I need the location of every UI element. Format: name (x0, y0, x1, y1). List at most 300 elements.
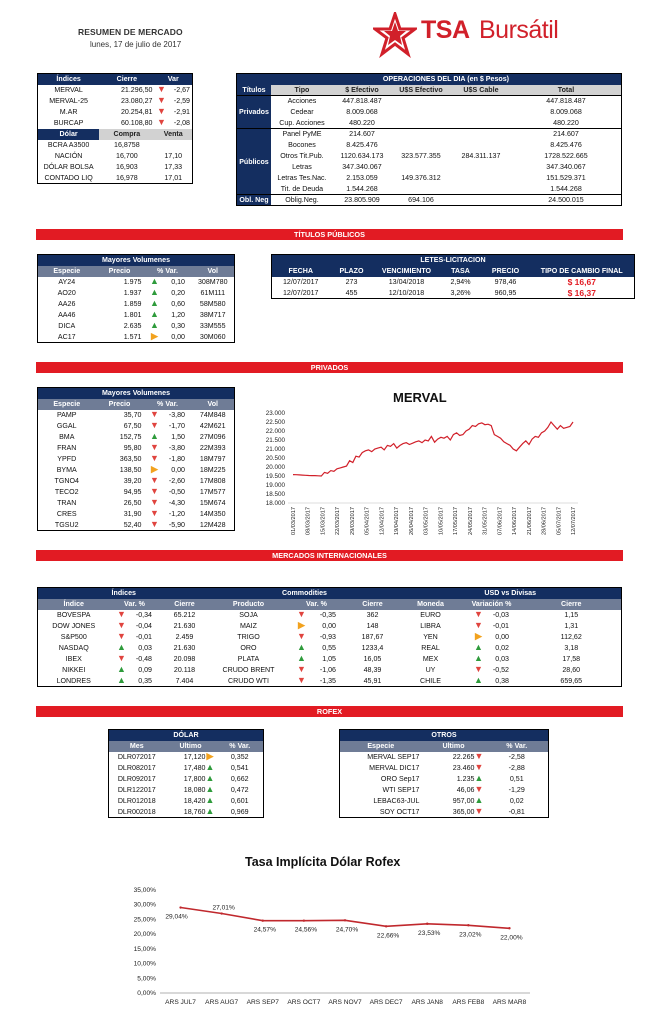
ops-efectivo: 347.340.067 (342, 163, 382, 171)
rd-ultimo-value: 17,800 (183, 775, 206, 783)
intl-product-var-value: 0,55 (322, 644, 336, 652)
merval-ytick-label: 21.000 (265, 446, 285, 453)
ops-publicos (237, 129, 622, 195)
intl-index-close: 2.459 (175, 633, 194, 641)
merval-xtick-label: 31/05/2017 (482, 507, 489, 535)
ops-group-label: Privados (237, 96, 271, 129)
arrow-down-icon: ▼ (474, 805, 484, 816)
ops-total: 480.220 (553, 118, 579, 127)
ro-var: -0,81 (508, 807, 525, 816)
prv-vol: 42M621 (199, 422, 226, 430)
intl-sec-indices: Índices (38, 588, 210, 599)
ops-tipo: Panel PyME (282, 130, 322, 139)
prv-precio: 67,50 (123, 422, 142, 430)
prv-precio: 138,50 (119, 466, 142, 474)
arrow-down-icon: ▼ (297, 609, 306, 619)
rofex-xtick-label: ARS AUG7 (205, 999, 239, 1006)
indices-table (37, 73, 193, 184)
arrow-down-icon: ▼ (150, 497, 159, 507)
intl-product-close: 16,05 (363, 655, 382, 663)
public-volume-row (38, 277, 235, 288)
merval-xtick-label: 01/03/2017 (291, 507, 297, 535)
intl-currency-close: 112,62 (560, 633, 582, 641)
prv-var-value: -1,20 (168, 510, 185, 518)
ops-title: OPERACIONES DEL DIA (en $ Pesos) (271, 74, 622, 85)
intl-index: DOW JONES (52, 622, 96, 630)
intl-index-var-value: 0,03 (138, 644, 152, 652)
ops-total: 347.340.067 (546, 163, 586, 171)
arrow-up-icon: ▲ (474, 642, 483, 652)
prv-precio: 26,50 (123, 499, 142, 507)
letes-plazo: 273 (345, 278, 358, 286)
index-var-value: -2,91 (173, 108, 190, 116)
ops-row (237, 184, 622, 195)
rofex-data-label: 29,04% (165, 913, 188, 921)
rofex-dolar-header (109, 741, 264, 752)
intl-col-ivar: Var. % (110, 599, 160, 610)
arrow-down-icon: ▼ (150, 508, 159, 518)
ops-cable (451, 162, 511, 173)
intl-currency: CHILE (420, 676, 441, 685)
arrow-up-icon: ▲ (150, 431, 159, 441)
rd-ultimo-value: 17,480 (183, 764, 206, 772)
merval-xtick-label: 05/04/2017 (364, 507, 371, 535)
prv-var (144, 509, 192, 520)
prv-var (144, 487, 192, 498)
arrow-right-icon: ▶ (475, 631, 482, 641)
intl-currency-var-value: 0,03 (495, 655, 509, 663)
prv-var (144, 432, 192, 443)
prv-especie: BYMA (56, 466, 77, 474)
indices-header-row (38, 74, 193, 85)
letes-venc: 12/10/2018 (388, 288, 425, 297)
ro-ultimo (422, 785, 486, 796)
band-privados: PRIVADOS (36, 362, 623, 373)
indices-row (38, 85, 193, 96)
ops-total: 1.544.268 (550, 184, 582, 193)
prv-precio: 39,20 (123, 477, 142, 485)
ops-efectivo: 23.805.909 (344, 196, 380, 204)
ops-row (237, 162, 622, 173)
report-title: RESUMEN DE MERCADO (78, 27, 183, 37)
pv-especie: DICA (58, 322, 76, 330)
dolar-name: DÓLAR BOLSA (43, 163, 94, 171)
intl-currency-close: 28,60 (562, 666, 581, 674)
index-close: 21.296,50 (120, 86, 153, 94)
intl-index-close: 65.212 (173, 611, 196, 619)
intl-currency: EURO (420, 611, 441, 619)
prv-vol: 14M350 (199, 510, 226, 518)
pv-vol: 38M717 (199, 311, 226, 319)
ro-col-especie: Especie (340, 741, 422, 752)
rofex-point (508, 927, 510, 929)
pv-vol: 30M060 (199, 332, 226, 341)
private-volume-row (38, 432, 235, 443)
ops-cable (451, 118, 511, 129)
rofex-point (220, 912, 222, 914)
index-var (155, 85, 193, 96)
ops-tipo: Letras (292, 163, 312, 171)
arrow-down-icon: ▼ (474, 762, 484, 772)
arrow-up-icon: ▲ (150, 320, 159, 330)
pv-var-value: 0,30 (171, 322, 185, 330)
rofex-point (179, 906, 181, 908)
rd-ultimo (165, 807, 217, 818)
prv-precio: 35,70 (123, 411, 142, 419)
intl-index-var (110, 643, 160, 654)
prv-precio: 363,50 (119, 455, 142, 463)
arrow-down-icon: ▼ (150, 453, 159, 463)
pv-vol: 58M580 (199, 300, 226, 308)
ops-tipo: Bocones (288, 141, 316, 149)
intl-currency-var-value: -0,01 (492, 622, 509, 630)
arrow-down-icon: ▼ (157, 106, 166, 116)
arrow-right-icon: ▶ (298, 620, 305, 630)
arrow-up-icon: ▲ (205, 795, 215, 805)
ops-usd: 323.577.355 (401, 152, 441, 160)
prv-var (144, 421, 192, 432)
ops-tipo: Cup. Acciones (279, 118, 325, 127)
intl-col-mvar: Variación % (462, 599, 522, 610)
intl-sec-commodities: Commodities (210, 588, 400, 599)
dolar-row (38, 151, 193, 162)
rofex-dolar-row (109, 796, 264, 807)
rofex-dolar-table (108, 729, 264, 818)
ops-tipo: Letras Tes.Nac. (277, 174, 327, 182)
intl-row (38, 643, 622, 654)
arrow-down-icon: ▼ (297, 664, 306, 674)
letes-body (272, 277, 635, 299)
arrow-right-icon: ▶ (151, 464, 158, 474)
dolar-name: CONTADO LIQ (44, 173, 93, 182)
public-volume-row (38, 321, 235, 332)
letes-col-fecha: FECHA (288, 267, 313, 275)
rd-ultimo (165, 752, 217, 763)
prv-var (144, 465, 192, 476)
ops-total: 1728.522.665 (544, 152, 588, 160)
arrow-up-icon: ▲ (205, 762, 215, 772)
letes-header (272, 266, 635, 277)
private-volumes-table (37, 387, 235, 531)
ops-total: 447.818.487 (546, 97, 586, 106)
ops-tipo: Tit. de Deuda (280, 184, 324, 193)
merval-xtick-label: 24/05/2017 (467, 507, 474, 535)
ops-row (237, 173, 622, 184)
rofex-otros-table (339, 729, 549, 818)
ro-ultimo (422, 752, 486, 763)
intl-index-var-value: 0,35 (138, 676, 152, 685)
arrow-down-icon: ▼ (474, 609, 483, 619)
pv-col-vol: Vol (192, 266, 235, 277)
intl-index-var (110, 632, 160, 643)
arrow-up-icon: ▲ (474, 653, 483, 663)
rd-mes: DLR122017 (117, 786, 156, 794)
ops-usd (391, 96, 451, 107)
ops-cable (451, 195, 511, 206)
pv-vol: 33M555 (199, 322, 226, 330)
rofex-dolar-row (109, 785, 264, 796)
rd-var: 0,541 (230, 764, 249, 772)
prv-vol: 18M797 (199, 455, 226, 463)
dolar-col-buy: Compra (99, 129, 154, 140)
ro-especie: WTI SEP17 (382, 786, 420, 794)
merval-xtick-label: 03/05/2017 (423, 507, 430, 535)
ops-usd (391, 129, 451, 140)
letes-title: LETES-LICITACION (272, 255, 635, 266)
ops-col-cable: U$S Cable (451, 85, 511, 96)
index-var (155, 118, 193, 129)
ops-col-usd: U$S Efectivo (391, 85, 451, 96)
intl-index-var (110, 610, 160, 621)
rd-var: 0,662 (230, 775, 249, 783)
pv-var (144, 277, 192, 288)
rd-col-var: % Var. (217, 741, 264, 752)
merval-xtick-label: 15/03/2017 (320, 507, 327, 535)
prv-especie: YPFD (57, 455, 77, 463)
band-titulos-publicos: TÍTULOS PÚBLICOS (36, 229, 623, 240)
merval-xtick-label: 26/04/2017 (408, 507, 415, 535)
intl-currency-close: 3,18 (564, 644, 579, 652)
arrow-down-icon: ▼ (117, 609, 126, 619)
ro-col-ultimo: Ultimo (422, 741, 486, 752)
intl-currency: LIBRA (420, 622, 441, 630)
prv-precio: 95,80 (123, 444, 142, 452)
rd-ultimo-value: 17,120 (183, 753, 206, 761)
merval-xtick-label: 19/04/2017 (394, 507, 401, 535)
rofex-xtick-label: ARS JAN8 (411, 999, 443, 1006)
ops-efectivo: 1.544.268 (346, 184, 378, 193)
index-name: MERVAL (54, 86, 83, 94)
pv-var (144, 332, 192, 343)
letes-tasa: 2,94% (450, 278, 471, 286)
dolar-name: NACIÓN (54, 152, 83, 160)
rofex-ytick-label: 0,00% (137, 990, 156, 997)
indices-row (38, 96, 193, 107)
ops-cable (451, 129, 511, 140)
pv-precio: 2.635 (123, 322, 142, 330)
ops-efectivo: 2.153.059 (346, 174, 378, 182)
rofex-xtick-label: ARS MAR8 (492, 999, 527, 1006)
intl-currency-var-value: 0,38 (495, 676, 509, 685)
merval-xtick-label: 08/03/2017 (305, 507, 312, 535)
rofex-xtick-label: ARS FEB8 (452, 999, 485, 1006)
arrow-up-icon: ▲ (150, 309, 159, 319)
rofex-otros-row (340, 752, 549, 763)
ops-tipo: Oblig.Neg. (285, 196, 319, 204)
public-volumes-body (38, 277, 235, 343)
merval-ytick-label: 20.500 (265, 455, 285, 462)
intl-product: CRUDO BRENT (222, 666, 275, 674)
arrow-down-icon: ▼ (297, 674, 306, 685)
rofex-xtick-label: ARS NOV7 (328, 999, 362, 1006)
intl-currency-var (462, 643, 522, 654)
private-volume-row (38, 487, 235, 498)
prv-var (144, 520, 192, 531)
prv-precio: 94,95 (123, 488, 142, 496)
intl-product-close: 48,39 (363, 666, 382, 674)
letes-row (272, 277, 635, 288)
ro-especie: LEBAC63-JUL (373, 797, 420, 805)
intl-product: TRIGO (237, 633, 260, 641)
merval-ytick-label: 19.500 (265, 473, 285, 480)
index-var-value: -2,67 (173, 86, 190, 94)
merval-xtick-label: 17/05/2017 (453, 507, 460, 535)
merval-xtick-label: 29/03/2017 (349, 507, 356, 535)
rd-var: 0,969 (230, 807, 249, 816)
ops-efectivo: 8.425.476 (346, 141, 378, 149)
intl-index-var-value: -0,01 (135, 633, 152, 641)
rofex-data-label: 23,53% (418, 929, 441, 937)
intl-index-var (110, 621, 160, 632)
rd-ultimo-value: 18,760 (183, 807, 206, 816)
intl-row (38, 632, 622, 643)
intl-index-var (110, 665, 160, 676)
prv-vol: 15M674 (199, 499, 226, 507)
prv-var-value: -4,30 (168, 499, 185, 507)
intl-row (38, 665, 622, 676)
rofex-ytick-label: 25,00% (133, 916, 156, 924)
intl-product-close: 45,91 (363, 676, 382, 685)
intl-currency-close: 659,65 (560, 676, 583, 685)
intl-product: CRUDO WTI (228, 676, 269, 685)
prv-vol: 18M225 (199, 466, 226, 474)
letes-tcf: $ 16,67 (567, 277, 596, 287)
intl-product-var (288, 610, 346, 621)
intl-currency-var (462, 676, 522, 687)
rofex-otros-row (340, 785, 549, 796)
prv-especie: TGNO4 (54, 477, 79, 485)
merval-ytick-label: 18.000 (265, 500, 285, 507)
ops-cable (451, 107, 511, 118)
intl-sec-usd: USD vs Divisas (400, 588, 622, 599)
intl-product: ORO (240, 644, 257, 652)
intl-product-close: 362 (366, 611, 379, 619)
intl-header-row (38, 599, 622, 610)
intl-index-close: 7.404 (175, 676, 194, 685)
prv-precio: 52,40 (123, 520, 142, 529)
prv-var-value: -5,90 (168, 520, 185, 529)
intl-product-var (288, 632, 346, 643)
arrow-down-icon: ▼ (157, 84, 166, 94)
rofex-otros-row (340, 774, 549, 785)
arrow-down-icon: ▼ (150, 518, 159, 529)
index-close: 20.254,81 (120, 108, 153, 116)
arrow-up-icon: ▲ (117, 664, 126, 674)
prv-var-value: 1,50 (171, 433, 185, 441)
prv-var (144, 476, 192, 487)
merval-ytick-label: 20.000 (265, 464, 285, 471)
pv-var-value: 0,20 (171, 289, 185, 297)
pv-precio: 1.801 (123, 311, 142, 319)
rd-ultimo (165, 774, 217, 785)
ops-row (237, 195, 622, 206)
pv-var (144, 288, 192, 299)
prv-var-value: -3,80 (168, 444, 185, 452)
index-var (155, 107, 193, 118)
ro-ultimo-value: 1.235 (456, 775, 475, 783)
rd-mes: DLR072017 (117, 753, 156, 761)
public-volume-row (38, 310, 235, 321)
ops-usd: 149.376.312 (401, 174, 441, 182)
intl-row (38, 621, 622, 632)
intl-currency: UY (425, 666, 436, 674)
intl-col-indice: Índice (38, 599, 110, 610)
pv-especie: AO20 (57, 289, 76, 297)
index-var-value: -2,08 (173, 119, 190, 127)
rofex-xtick-label: ARS OCT7 (287, 999, 321, 1006)
arrow-down-icon: ▼ (150, 486, 159, 496)
merval-ytick-label: 23.000 (265, 410, 285, 417)
prv-col-var: % Var. (144, 399, 192, 410)
prv-var (144, 498, 192, 509)
letes-fecha: 12/07/2017 (282, 278, 319, 286)
letes-plazo: 455 (345, 288, 358, 297)
dolar-row (38, 173, 193, 184)
pv-precio: 1.937 (123, 289, 142, 297)
public-volume-row (38, 288, 235, 299)
ops-oblneg (237, 195, 622, 206)
ro-especie: SOY OCT17 (379, 807, 420, 816)
pv-var-value: 0,10 (171, 278, 185, 286)
merval-xtick-label: 22/03/2017 (335, 507, 342, 535)
pv-var (144, 299, 192, 310)
ro-ultimo (422, 796, 486, 807)
intl-product: SOJA (239, 611, 258, 619)
rofex-otros-title: OTROS (340, 730, 549, 741)
rd-col-mes: Mes (109, 741, 165, 752)
merval-ytick-label: 19.000 (265, 482, 285, 489)
rd-col-ultimo: Ultimo (165, 741, 217, 752)
ro-var: -2,88 (508, 764, 525, 772)
arrow-down-icon: ▼ (150, 409, 159, 419)
rofex-xtick-label: ARS SEP7 (246, 999, 279, 1006)
indices-col-var: Var (167, 75, 179, 84)
ops-cable (451, 173, 511, 184)
private-volume-row (38, 498, 235, 509)
ops-efectivo: 447.818.487 (342, 97, 382, 106)
rofex-ytick-label: 20,00% (133, 931, 156, 939)
letes-precio: 960,95 (494, 288, 517, 297)
pv-col-var: % Var. (144, 266, 192, 277)
prv-var-value: -3,80 (168, 411, 185, 419)
merval-ytick-label: 21.500 (265, 437, 285, 444)
letes-venc: 13/04/2018 (388, 278, 425, 286)
international-table (37, 587, 622, 687)
prv-especie: PAMP (56, 411, 77, 419)
prv-vol: 17M808 (199, 477, 226, 485)
ops-cable (451, 184, 511, 195)
intl-col-moneda: Moneda (400, 599, 462, 610)
intl-currency-close: 1,15 (564, 611, 579, 619)
arrow-down-icon: ▼ (474, 751, 484, 761)
intl-index-var (110, 676, 160, 687)
pv-col-especie: Especie (38, 266, 96, 277)
intl-index-var (110, 654, 160, 665)
merval-ytick-label: 22.000 (265, 428, 285, 435)
ops-tipo: Acciones (287, 97, 317, 106)
rd-ultimo (165, 763, 217, 774)
rofex-rate-chart (120, 880, 540, 1016)
rofex-ytick-label: 35,00% (133, 887, 156, 894)
ops-efectivo: 214.607 (349, 130, 375, 139)
public-volumes-header (38, 266, 235, 277)
intl-row (38, 654, 622, 665)
rd-var: 0,472 (230, 786, 249, 794)
intl-index-close: 21.630 (173, 622, 196, 630)
ro-ultimo (422, 807, 486, 818)
prv-col-especie: Especie (38, 399, 96, 410)
index-close: 23.080,27 (120, 97, 153, 105)
